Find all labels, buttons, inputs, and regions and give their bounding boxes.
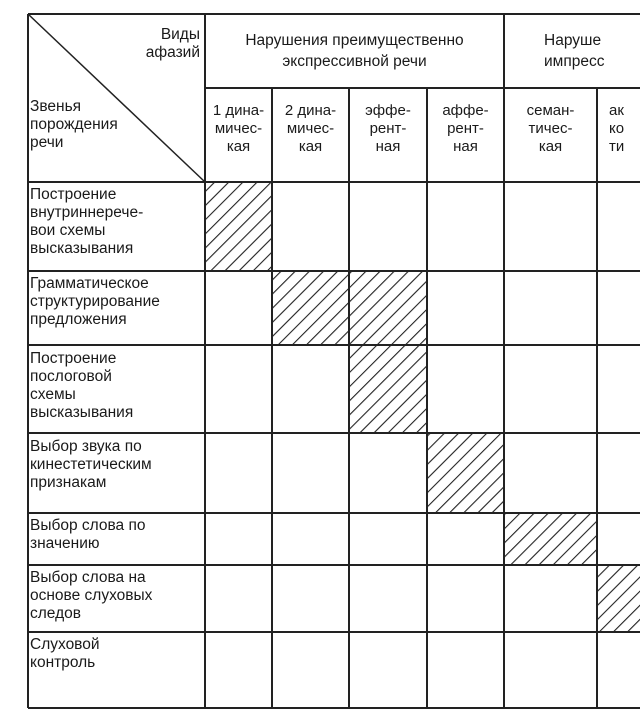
group-header-expressive: Нарушения преимущественно экспрессивной речи: [245, 32, 464, 70]
row-label-auditory-traces: Выбор слова на основе слуховых следов: [30, 569, 153, 622]
hatched-cell: [597, 565, 640, 632]
hatched-cell: [349, 271, 427, 345]
column-header-dynamic-2: 2 дина- мичес- кая: [284, 102, 337, 155]
row-label-syllabic-scheme: Построение послоговой схемы высказывания: [30, 350, 134, 421]
row-label-kinesthetic-sound: Выбор звука по кинестетическим признакам: [30, 438, 152, 491]
column-header-dynamic-1: 1 дина- мичес- кая: [212, 102, 265, 155]
column-header-acoustic: ак ко ти: [609, 102, 625, 155]
hatched-cell: [427, 433, 504, 513]
group-header-impressive: Наруше импресс: [544, 32, 605, 70]
hatched-cell: [504, 513, 597, 565]
column-header-afferent: аффе- рент- ная: [442, 102, 489, 155]
row-label-auditory-control: Слуховой контроль: [30, 636, 100, 671]
row-label-word-meaning: Выбор слова по значению: [30, 517, 146, 552]
hatched-cell: [272, 271, 349, 345]
corner-top-label: Виды афазий: [145, 26, 200, 61]
column-header-semantic: семан- тичес- кая: [526, 102, 575, 155]
row-label-inner-speech-scheme: Построение внутриннерече- вои схемы высказывания: [30, 186, 144, 257]
hatched-cell: [349, 345, 427, 433]
corner-bottom-label: Звенья порождения речи: [30, 98, 118, 151]
hatched-cell: [205, 182, 272, 271]
column-header-efferent: эффе- рент- ная: [365, 102, 411, 155]
row-label-grammatical-structuring: Грамматическое структурирование предложения: [30, 275, 160, 328]
